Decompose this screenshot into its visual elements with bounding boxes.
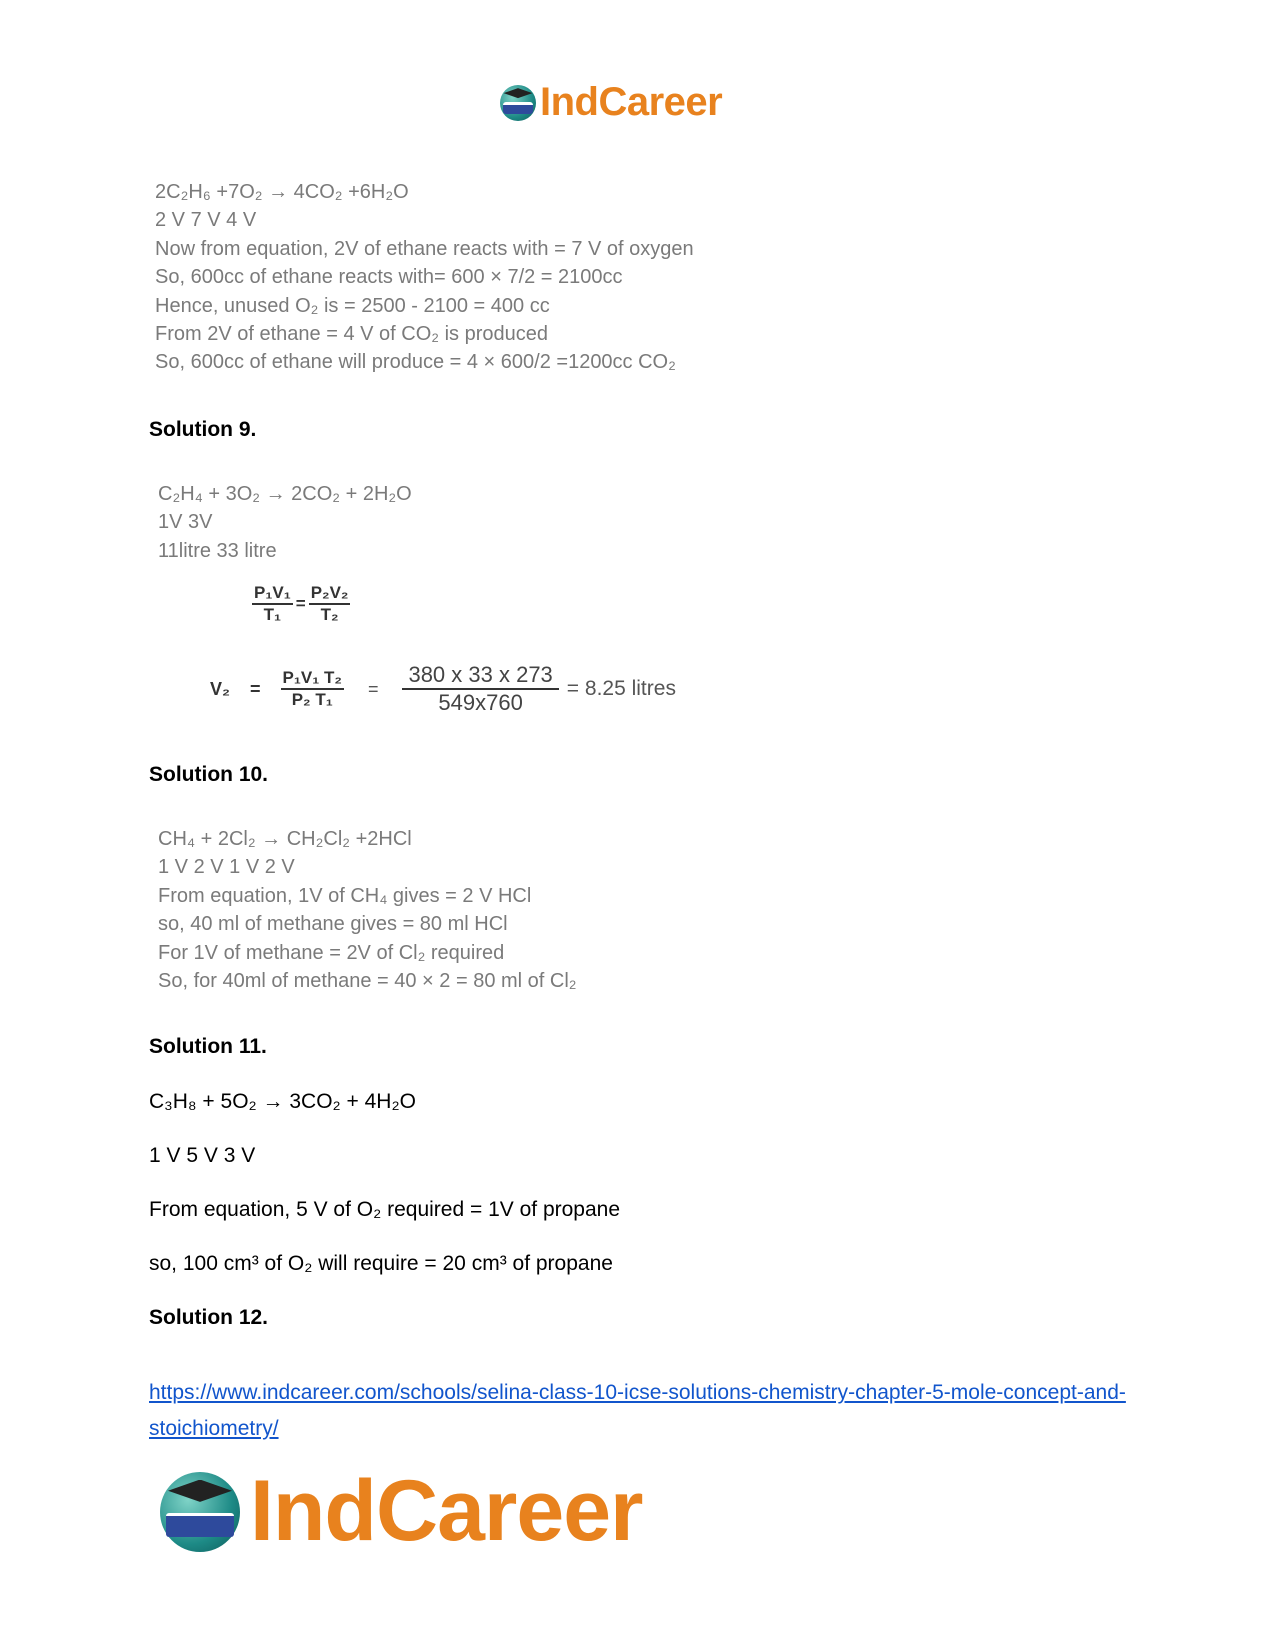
solution-9-body xyxy=(158,480,412,565)
formula-rhs-denominator: T₂ xyxy=(320,605,339,624)
solution-11-heading: Solution 11. xyxy=(149,1035,267,1058)
equation-line: C₃H₈ + 5O₂ → 3CO₂ + 4H₂O xyxy=(149,1090,416,1113)
v2-numerator: P₁V₁ T₂ xyxy=(281,668,344,690)
calc-numerator: 380 x 33 x 273 xyxy=(402,662,558,690)
solution-8-continued xyxy=(155,178,694,377)
text-line: From equation, 1V of CH₄ gives = 2 V HCl xyxy=(158,884,532,907)
volume-ratio-line: 2 V 7 V 4 V xyxy=(155,209,257,232)
text-line: For 1V of methane = 2V of Cl₂ required xyxy=(158,941,505,964)
formula-lhs-denominator: T₁ xyxy=(263,605,282,624)
solution-10-heading: Solution 10. xyxy=(149,763,269,786)
indcareer-logo-bottom xyxy=(160,1462,643,1561)
solution-10-body xyxy=(158,825,577,995)
text-line: So, 600cc of ethane will produce = 4 × 600/2 =1200cc CO₂ xyxy=(155,351,676,374)
text-line: Hence, unused O₂ is = 2500 - 2100 = 400 cc xyxy=(155,294,550,317)
solution-12-heading: Solution 12. xyxy=(149,1306,269,1329)
calc-denominator: 549x760 xyxy=(438,690,523,715)
equation-line: C₂H₄ + 3O₂ → 2CO₂ + 2H₂O xyxy=(158,483,412,505)
gas-law-formula: $\frac{\text{P₁V₁}}{\text{T₁}}$ = $\frac{\text{P₂V₂}}{\text{T₂}}$ xyxy=(254,583,349,624)
solution-9-heading: Solution 9. xyxy=(149,418,257,441)
formula-rhs-numerator: P₂V₂ xyxy=(309,583,351,605)
equation-line: 2C₂H₆ +7O₂ → 4CO₂ +6H₂O xyxy=(155,181,409,203)
volume-ratio-line: 1V 3V xyxy=(158,511,213,534)
globe-book-icon xyxy=(160,1472,240,1552)
indcareer-logo-top xyxy=(500,80,722,125)
v2-denominator: P₂ T₁ xyxy=(291,690,333,709)
globe-book-icon xyxy=(500,85,536,121)
text-line: 11litre 33 litre xyxy=(158,539,277,562)
volume-ratio-line: 1 V 2 V 1 V 2 V xyxy=(158,856,295,879)
text-line: so, 40 ml of methane gives = 80 ml HCl xyxy=(158,913,508,936)
equation-line: CH₄ + 2Cl₂ → CH₂Cl₂ +2HCl xyxy=(158,828,412,850)
text-line: From equation, 5 V of O₂ required = 1V of propane xyxy=(149,1198,621,1221)
formula-lhs-numerator: P₁V₁ xyxy=(252,583,293,605)
text-line: Now from equation, 2V of ethane reacts with = 7 V of oxygen xyxy=(155,237,694,260)
logo-text: IndCareer xyxy=(250,1463,643,1559)
text-line: so, 100 cm³ of O₂ will require = 20 cm³ of propane xyxy=(149,1252,613,1275)
text-line: From 2V of ethane = 4 V of CO₂ is produced xyxy=(155,322,548,345)
solution-link[interactable]: https://www.indcareer.com/schools/selina-class-10-icse-solutions-chemistry-chapter-5-mole-concept-and-stoichiometry/ xyxy=(149,1381,1126,1440)
text-line: So, 600cc of ethane reacts with= 600 × 7/2 = 2100cc xyxy=(155,266,623,289)
v2-label: V₂ xyxy=(210,678,231,699)
calc-result: = 8.25 litres xyxy=(566,677,676,700)
logo-text: IndCareer xyxy=(540,80,723,124)
volume-ratio-line: 1 V 5 V 3 V xyxy=(149,1144,256,1167)
text-line: So, for 40ml of methane = 40 × 2 = 80 ml of Cl₂ xyxy=(158,969,577,992)
v2-calculation: V₂ = $\frac{\text{P₁V₁ T₂}}{\text{P₂ T₁}}$ = $\frac{380 x 33 x 273}{549x760}$ = 8.25 litres xyxy=(210,662,676,715)
